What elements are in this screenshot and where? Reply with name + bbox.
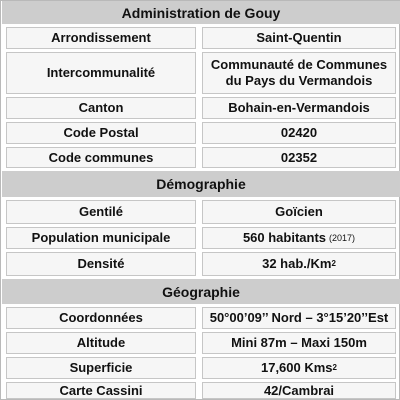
section-header-administration (2, 1, 400, 24)
value-coordonnees: 50°00’09’’ Nord – 3°15’20’’Est (202, 307, 396, 329)
value-altitude: Mini 87m – Maxi 150m (202, 332, 396, 354)
section-header-geographie (2, 279, 400, 304)
value-intercommunalite: Communauté de Communes du Pays du Vermandois (202, 52, 396, 94)
label-carte-cassini: Carte Cassini (6, 382, 196, 399)
label-superficie: Superficie (6, 357, 196, 379)
label-population: Population municipale (6, 227, 196, 249)
value-gentile: Goïcien (202, 200, 396, 224)
label-densite: Densité (6, 252, 196, 276)
label-altitude: Altitude (6, 332, 196, 354)
value-superficie: 17,600 Kms 2 (202, 357, 396, 379)
value-carte-cassini: 42/Cambrai (202, 382, 396, 399)
label-arrondissement: Arrondissement (6, 27, 196, 49)
section-title: Démographie (156, 176, 246, 192)
value-densite: 32 hab./Km 2 (202, 252, 396, 276)
value-canton: Bohain-en-Vermandois (202, 97, 396, 119)
label-intercommunalite: Intercommunalité (6, 52, 196, 94)
value-code-communes: 02352 (202, 147, 396, 168)
label-canton: Canton (6, 97, 196, 119)
label-code-postal: Code Postal (6, 122, 196, 144)
value-code-postal: 02420 (202, 122, 396, 144)
label-gentile: Gentilé (6, 200, 196, 224)
section-title: Géographie (162, 283, 240, 300)
label-coordonnees: Coordonnées (6, 307, 196, 329)
section-title: Administration de Gouy (121, 4, 281, 21)
section-header-demographie (2, 171, 400, 197)
value-population: 560 habitants (2017) (202, 227, 396, 249)
population-year: (2017) (329, 233, 356, 243)
value-arrondissement: Saint-Quentin (202, 27, 396, 49)
label-code-communes: Code communes (6, 147, 196, 168)
